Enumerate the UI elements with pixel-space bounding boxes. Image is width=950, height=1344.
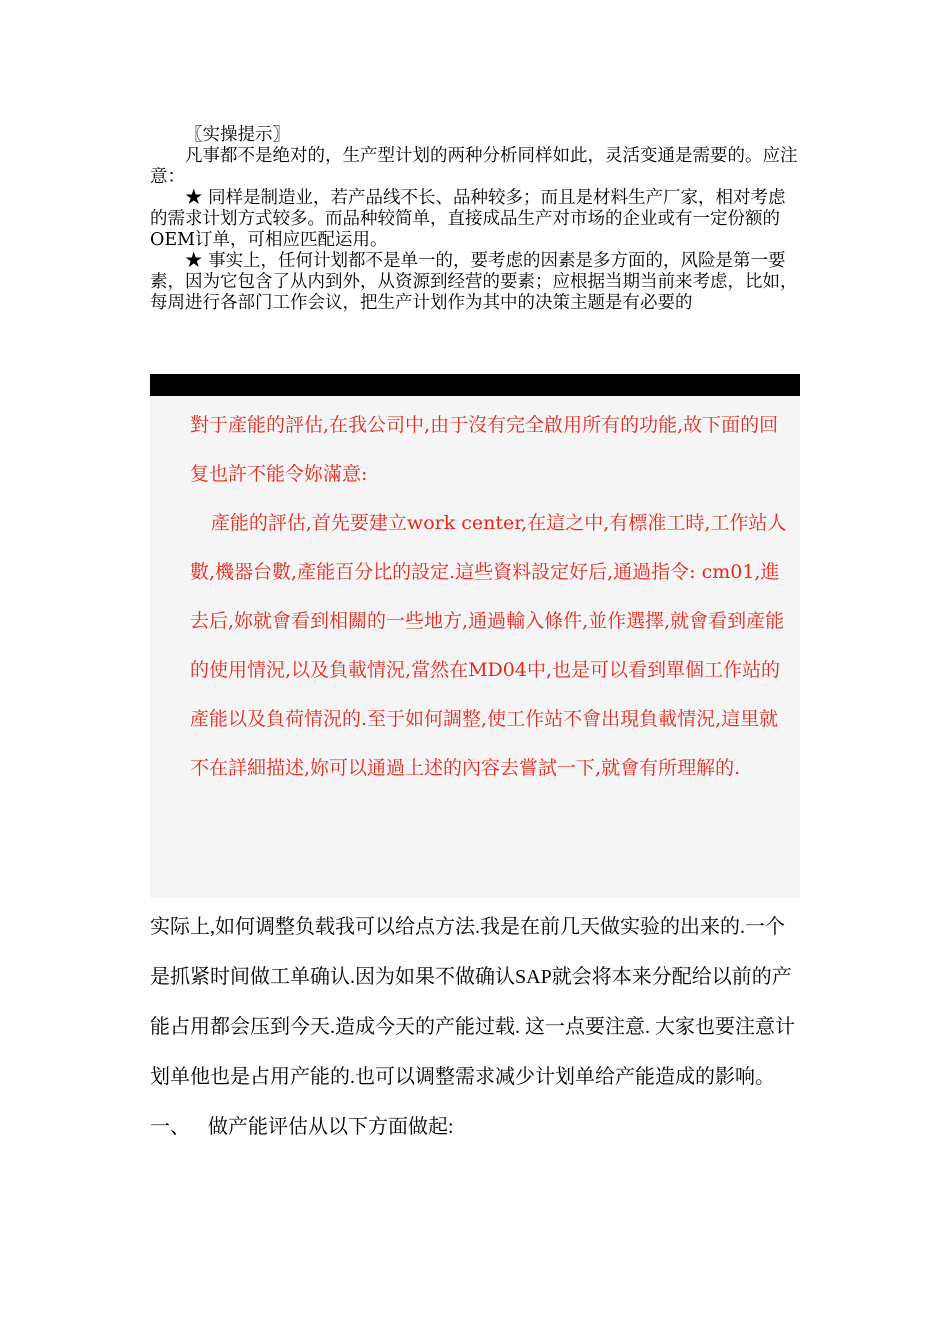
quoted-reply-text	[190, 401, 795, 793]
quoted-reply-box	[150, 396, 800, 898]
answer-section	[150, 902, 800, 1152]
answer-paragraph: 实际上,如何调整负载我可以给点方法.我是在前几天做实验的出来的.一个是抓紧时间做工单确认.因为如果不做确认SAP就会将本来分配给以前的产能占用都会压到今天.造成今天的产能过载. 这一点要注意. 大家也要注意计划单他也是占用产能的.也可以调整需求减少计划单给产能造成的影响。	[150, 916, 795, 1088]
tips-heading: 〖实操提示〗	[185, 125, 290, 145]
tips-intro: 凡事都不是绝对的，生产型计划的两种分析同样如此，灵活变通是需要的。应注意：	[150, 146, 798, 187]
black-divider-bar	[150, 374, 800, 396]
quote-paragraph-1: 對于產能的評估,在我公司中,由于沒有完全啟用所有的功能,故下面的回复也許不能令妳滿意:	[190, 414, 779, 485]
list-item	[150, 1102, 800, 1152]
tips-bullet-2: ★ 事实上，任何计划都不是单一的，要考虑的因素是多方面的，风险是第一要素，因为它包含了从内到外，从资源到经营的要素；应根据当期当前来考虑，比如，每周进行各部门工作会议，把生产计划作为其中的决策主题是有必要的	[150, 251, 798, 313]
list-marker: 一、	[150, 1116, 190, 1138]
list-item-text: 做产能评估从以下方面做起:	[208, 1116, 454, 1138]
quote-paragraph-2: 產能的評估,首先要建立work center,在這之中,有標准工時,工作站人數,機器台數,產能百分比的設定.這些資料設定好后,通過指令: cm01,進去后,妳就會看到相關的一些地方,通過輸入條件,並作選擇,就會看到產能的使用情況,以及負載情況,當然在MD04中,也是可以看到單個工作站的產能以及負荷情況的.至于如何調整,使工作站不會出現負載情況,這里就不在詳細描述,妳可以通過上述的內容去嘗試一下,就會有所理解的.	[190, 512, 787, 779]
tips-bullet-1: ★ 同样是制造业，若产品线不长、品种较多；而且是材料生产厂家，相对考虑的需求计划方式较多。而品种较简单，直接成品生产对市场的企业或有一定份额的OEM订单，可相应匹配运用。	[150, 188, 786, 250]
practice-tips-section	[150, 125, 800, 314]
